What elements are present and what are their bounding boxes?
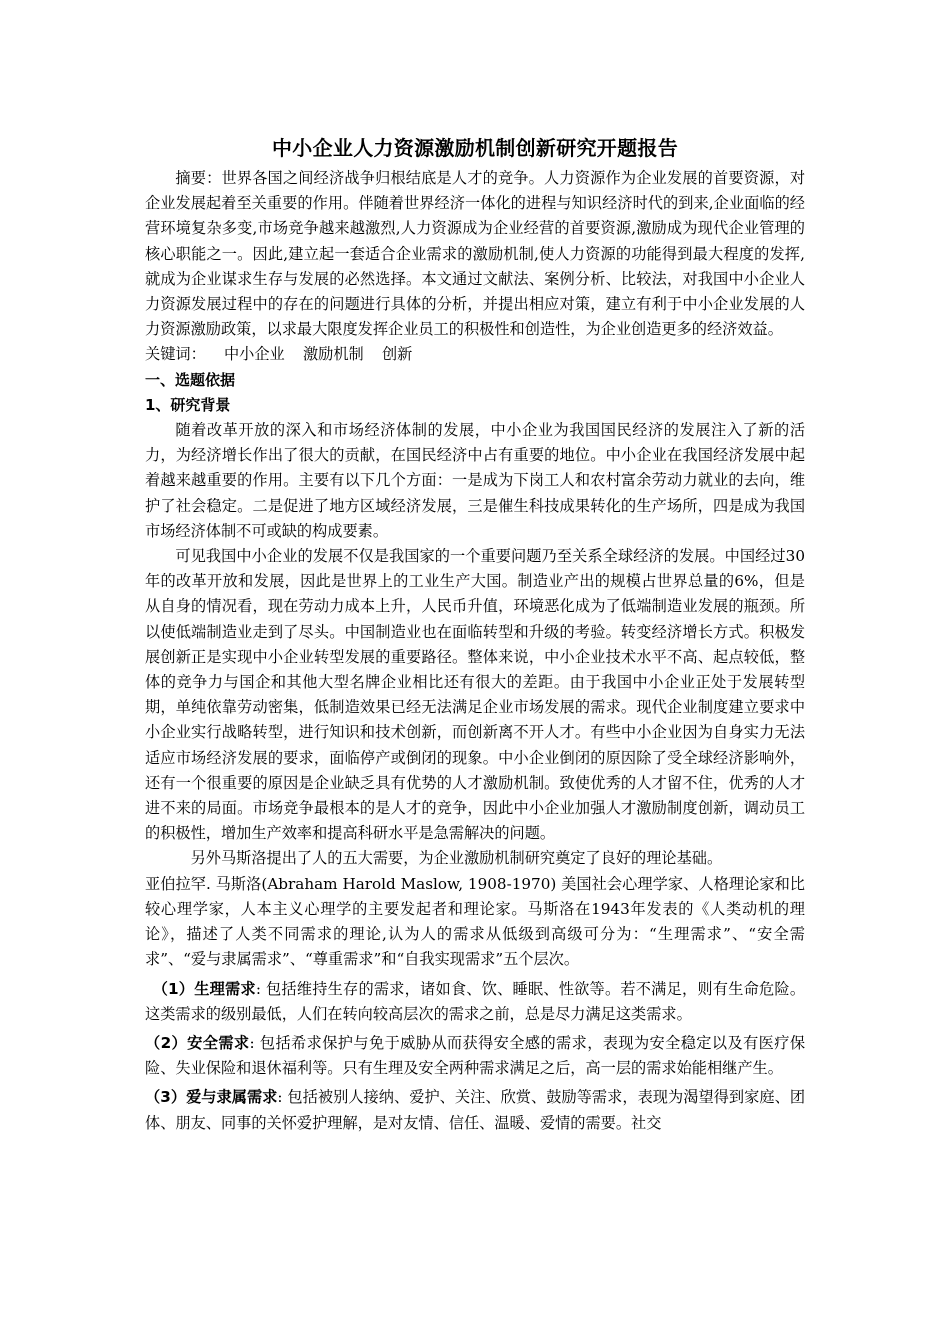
need-text: 包括维持生存的需求，诸如食、饮、睡眠、性欲等。若不满足，则有生命危险。这类需求的级别最低，人们在转向较高层次的需求之前，总是尽力满足这类需求。 [145,979,805,1023]
keywords-label: 关键词： [145,345,206,364]
need-term: 爱与隶属需求 [186,1088,278,1107]
keyword-item: 中小企业 [223,345,285,364]
need-text: 包括被别人接纳、爱护、关注、欣赏、鼓励等需求，表现为渴望得到家庭、团体、朋友、同事的关怀爱护理解，是对友情、信任、温暖、爱情的需要。社交 [145,1088,806,1132]
need-number: （2） [145,1033,188,1052]
keywords-line [145,342,805,367]
keyword-item: 创新 [381,345,413,364]
section-heading: 一、选题依据 [145,370,236,389]
body-paragraph: 随着改革开放的深入和市场经济体制的发展，中小企业为我国国民经济的发展注入了新的活力，为经济增长作出了很大的贡献，在国民经济中占有重要的地位。中小企业在我国经济发展中起着越来越重要的作用。主要有以下几个方面：一是成为下岗工人和农村富余劳动力就业的去向，维护了社会稳定。二是促进了地方区域经济发展，三是催生科技成果转化的生产场所，四是成为我国市场经济体制不可或缺的构成要素。 [145,421,805,540]
subsection-heading: 1、研究背景 [145,395,231,414]
need-number: （3） [145,1088,187,1107]
need-separator: : [249,1033,255,1052]
document-title: 中小企业人力资源激励机制创新研究开题报告 [272,136,678,160]
keyword-item: 激励机制 [302,345,364,364]
need-separator: : [255,979,261,998]
body-paragraph: 另外马斯洛提出了人的五大需要，为企业激励机制研究奠定了良好的理论基础。 [190,849,723,868]
need-number: （1） [152,979,195,998]
abstract-paragraph: 摘要：世界各国之间经济战争归根结底是人才的竞争。人力资源作为企业发展的首要资源，对企业发展起着至关重要的作用。伴随着世界经济一体化的进程与知识经济时代的到来,企业面临的经营环境复杂多变,市场竞争越来越激烈,人力资源成为企业经营的首要资源,激励成为现代企业管理的核心职能之一。因此,建立起一套适合企业需求的激励机制,使人力资源的功能得到最大程度的发挥,就成为企业谋求生存与发展的必然选择。本文通过文献法、案例分析、比较法，对我国中小企业人力资源发展过程中的存在的问题进行具体的分析，并提出相应对策，建立有利于中小企业发展的人力资源激励政策，以求最大限度发挥企业员工的积极性和创造性，为企业创造更多的经济效益。 [145,169,805,339]
need-item-safety [145,1031,805,1081]
body-paragraph: 可见我国中小企业的发展不仅是我国家的一个重要问题乃至关系全球经济的发展。中国经过30年的改革开放和发展，因此是世界上的工业生产大国。制造业产出的规模占世界总量的6%，但是从自身的情况看，现在劳动力成本上升，人民币升值，环境恶化成为了低端制造业发展的瓶颈。所以使低端制造业走到了尽头。中国制造业也在面临转型和升级的考验。转变经济增长方式。积极发展创新正是实现中小企业转型发展的重要路径。整体来说，中小企业技术水平不高、起点较低，整体的竞争力与国企和其他大型名牌企业相比还有很大的差距。由于我国中小企业正处于发展转型期，单纯依靠劳动密集，低制造效果已经无法满足企业市场发展的需求。现代企业制度建立要求中小企业实行战略转型，进行知识和技术创新，而创新离不开人才。有些中小企业因为自身实力无法适应市场经济发展的要求，面临停产或倒闭的现象。中小企业倒闭的原因除了受全球经济影响外，还有一个很重要的原因是企业缺乏具有优势的人才激励机制。致使优秀的人才留不住，优秀的人才进不来的局面。市场竞争最根本的是人才的竞争，因此中小企业加强人才激励制度创新，调动员工的积极性，增加生产效率和提高科研水平是急需解决的问题。 [145,547,805,843]
need-text: 包括希求保护与免于威胁从而获得安全感的需求，表现为安全稳定以及有医疗保险、失业保险和退休福利等。只有生理及安全两种需求满足之后，高一层的需求始能相继产生。 [145,1033,806,1078]
document-page [145,134,805,1136]
need-term: 生理需求 [194,979,256,998]
need-separator: : [277,1088,283,1107]
need-item-belonging [145,1085,805,1135]
need-item-physiological [145,977,805,1027]
need-term: 安全需求 [187,1033,250,1052]
body-paragraph: 亚伯拉罕. 马斯洛(Abraham Harold Maslow, 1908-1970) 美国社会心理学家、人格理论家和比较心理学家，人本主义心理学的主要发起者和理论家。马斯洛在1943年发表的《人类动机的理论》，描述了人类不同需求的理论,认为人的需求从低级到高级可分为：“生理需求”、“安全需求”、“爱与隶属需求”、“尊重需求”和“自我实现需求”五个层次。 [145,874,805,969]
